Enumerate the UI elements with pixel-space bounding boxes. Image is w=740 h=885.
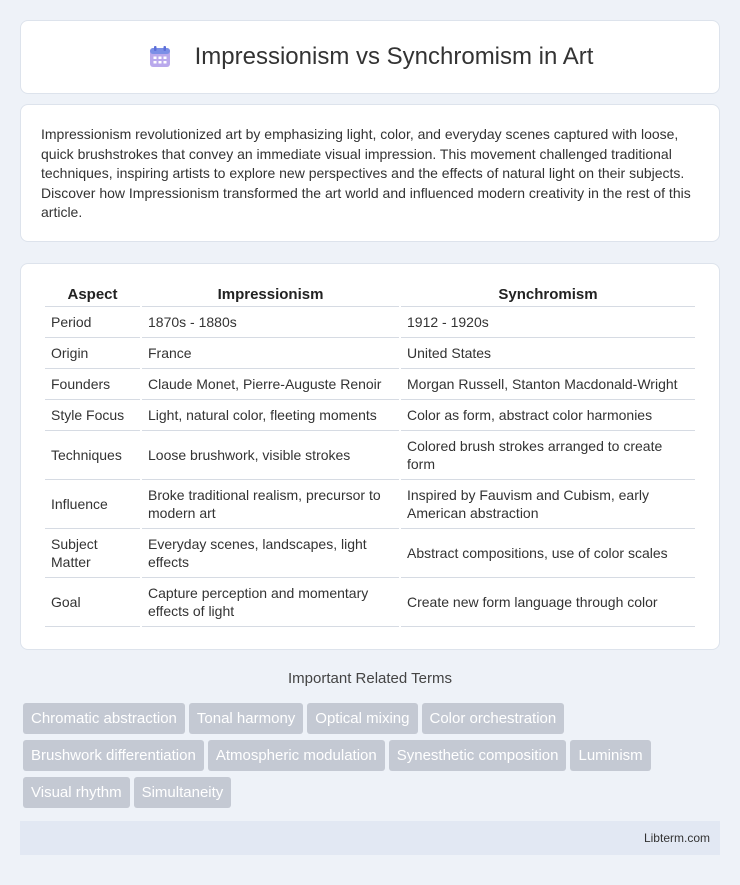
table-cell: Influence [45, 480, 140, 529]
column-header-impressionism: Impressionism [142, 282, 399, 307]
column-header-aspect: Aspect [45, 282, 140, 307]
comparison-table-card [20, 263, 720, 650]
table-row [45, 400, 695, 431]
column-header-synchromism: Synchromism [401, 282, 695, 307]
related-term-tag[interactable]: Optical mixing [307, 703, 417, 734]
table-cell: Subject Matter [45, 529, 140, 578]
table-row [45, 578, 695, 627]
intro-card [20, 104, 720, 242]
table-cell: France [142, 338, 399, 369]
table-cell: Morgan Russell, Stanton Macdonald-Wright [401, 369, 695, 400]
footer [20, 821, 720, 855]
table-row [45, 338, 695, 369]
intro-text: Impressionism revolutionized art by emphasizing light, color, and everyday scenes captured with loose, quick brushstrokes that convey an immediate visual impression. This movement challenged traditional techniques, inspiring artists to explore new perspectives and the effects of natural light on their subjects. Discover how Impressionism transformed the art world and influenced modern creativity in the rest of this article. [41, 126, 691, 220]
related-terms-list [23, 703, 723, 814]
table-header-row [45, 282, 695, 307]
table-cell: Everyday scenes, landscapes, light effects [142, 529, 399, 578]
table-cell: United States [401, 338, 695, 369]
table-cell: Techniques [45, 431, 140, 480]
table-row [45, 529, 695, 578]
table-row [45, 307, 695, 338]
related-term-tag[interactable]: Atmospheric modulation [208, 740, 385, 771]
header-card [20, 20, 720, 94]
table-cell: Light, natural color, fleeting moments [142, 400, 399, 431]
related-term-tag[interactable]: Brushwork differentiation [23, 740, 204, 771]
table-cell: Loose brushwork, visible strokes [142, 431, 399, 480]
table-cell: Create new form language through color [401, 578, 695, 627]
related-term-tag[interactable]: Simultaneity [134, 777, 232, 808]
table-cell: Founders [45, 369, 140, 400]
table-cell: Period [45, 307, 140, 338]
table-cell: Style Focus [45, 400, 140, 431]
related-term-tag[interactable]: Chromatic abstraction [23, 703, 185, 734]
table-cell: Goal [45, 578, 140, 627]
table-cell: Capture perception and momentary effects of light [142, 578, 399, 627]
table-cell: Color as form, abstract color harmonies [401, 400, 695, 431]
table-cell: Origin [45, 338, 140, 369]
related-term-tag[interactable]: Synesthetic composition [389, 740, 567, 771]
table-cell: Inspired by Fauvism and Cubism, early American abstraction [401, 480, 695, 529]
footer-site-link[interactable]: Libterm.com [643, 831, 710, 845]
table-cell: 1870s - 1880s [142, 307, 399, 338]
table-cell: Colored brush strokes arranged to create form [401, 431, 695, 480]
table-cell: Abstract compositions, use of color scales [401, 529, 695, 578]
table-row [45, 369, 695, 400]
table-row [45, 431, 695, 480]
table-cell: Claude Monet, Pierre-Auguste Renoir [142, 369, 399, 400]
related-term-tag[interactable]: Tonal harmony [189, 703, 303, 734]
calendar-icon [147, 44, 173, 70]
table-row [45, 480, 695, 529]
related-term-tag[interactable]: Color orchestration [422, 703, 565, 734]
table-cell: 1912 - 1920s [401, 307, 695, 338]
table-cell: Broke traditional realism, precursor to modern art [142, 480, 399, 529]
related-term-tag[interactable]: Luminism [570, 740, 650, 771]
related-terms-heading: Important Related Terms [288, 670, 452, 687]
comparison-table [43, 282, 697, 627]
related-term-tag[interactable]: Visual rhythm [23, 777, 130, 808]
page-title: Impressionism vs Synchromism in Art [194, 43, 594, 70]
